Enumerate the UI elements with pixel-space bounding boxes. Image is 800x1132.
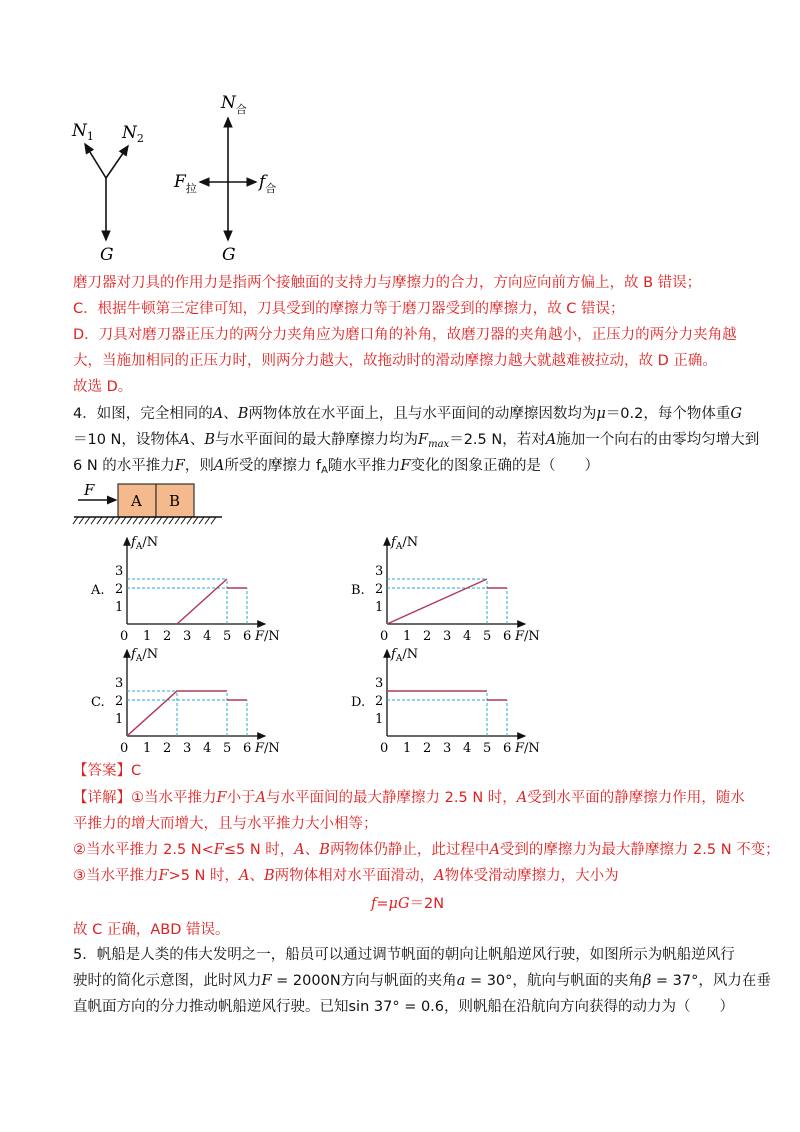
- y-tick-label: 1: [375, 712, 384, 727]
- explanation-line-4: 大，当施加相同的正压力时，则两分力越大，故拖动时的滑动摩擦力越大就越难被拉动，故 D 正确。: [73, 353, 717, 369]
- explanation-line-1: 磨刀器对刀具的作用力是指两个接触面的支持力与摩擦力的合力，方向应向前方偏上，故 B 错误；: [73, 275, 702, 291]
- graph-option-b: [345, 530, 540, 645]
- x-tick-label: 2: [163, 741, 172, 756]
- conclusion-line: 故 C 正确，ABD 错误。: [73, 922, 230, 938]
- f-pull-label: $F_拉$: [174, 172, 197, 195]
- detail-line-2: 平推力的增大而增大，且与水平推力大小相等；: [73, 816, 378, 832]
- y-tick-label: 3: [375, 676, 384, 691]
- x-tick-label: 2: [163, 629, 172, 644]
- q5-line-3: 直帆面方向的分力推动帆船逆风行驶。已知sin 37° = 0.6，则帆船在沿航向方向获得的动力为（ ）: [73, 999, 735, 1015]
- y-tick-label: 2: [375, 694, 384, 709]
- explanation-line-5: 故选 D。: [73, 379, 133, 395]
- explanation-line-3: D．刀具对磨刀器正压力的两分力夹角应为磨口角的补角，故磨刀器的夹角越小，正压力的两分力夹角越: [73, 327, 737, 343]
- option-label: B.: [351, 583, 365, 598]
- q4-line-1: 4．如图，完全相同的A、B两物体放在水平面上，且与水平面间的动摩擦因数均为μ＝0.2，每个物体重G: [73, 406, 742, 422]
- x-tick-label: 0: [380, 629, 389, 644]
- x-axis-label: F/N: [255, 629, 280, 644]
- y-axis-label: $f_A/N$: [391, 535, 419, 552]
- y-tick-label: 1: [115, 712, 124, 727]
- x-tick-label: 4: [463, 629, 472, 644]
- x-tick-label: 1: [403, 741, 412, 756]
- right-force-diagram: [173, 93, 276, 265]
- x-tick-label: 2: [423, 741, 432, 756]
- series-line-1: [387, 579, 487, 624]
- x-tick-label: 3: [443, 741, 452, 756]
- n2-label: $N_2$: [122, 123, 144, 145]
- y-axis-label: $f_A/N$: [391, 647, 419, 664]
- x-tick-label: 2: [423, 629, 432, 644]
- y-tick-label: 3: [115, 564, 124, 579]
- x-tick-label: 0: [380, 741, 389, 756]
- y-tick-label: 3: [375, 564, 384, 579]
- graph-option-d: [345, 642, 540, 757]
- x-tick-label: 1: [143, 741, 152, 756]
- q5-line-2: 驶时的简化示意图，此时风力F = 2000N方向与帆面的夹角a = 30°，航向与帆面的夹角β = 37°，风力在垂: [73, 973, 771, 989]
- g-label-left: G: [100, 245, 114, 265]
- q5-line-1: 5．帆船是人类的伟大发明之一，船员可以通过调节帆面的朝向让帆船逆风行驶，如图所示为帆船逆风行: [73, 947, 735, 963]
- x-axis-label: F/N: [515, 629, 540, 644]
- q4-line-2: ＝10 N，设物体A、B与水平面间的最大静摩擦力均为$F_{max}=2.5$ N，若对A施加一个向右的由零均匀增大到: [73, 432, 760, 450]
- x-tick-label: 3: [443, 629, 452, 644]
- push-force-label: F: [84, 481, 95, 499]
- left-force-diagram: [71, 121, 144, 265]
- x-tick-label: 4: [203, 741, 212, 756]
- y-axis-label: $f_A/N$: [131, 535, 159, 552]
- y-axis-label: $f_A/N$: [131, 647, 159, 664]
- f-sum-label: $f_合$: [259, 172, 277, 195]
- y-tick-label: 3: [115, 676, 124, 691]
- x-tick-label: 5: [223, 629, 232, 644]
- friction-equation: f=μG＝2N: [371, 896, 445, 912]
- answer-label: 【答案】C: [73, 763, 142, 779]
- detail-line-1: 【详解】①当水平推力F小于A与水平面间的最大静摩擦力 2.5 N 时，A受到水平面的静摩擦力作用，随水: [73, 790, 745, 806]
- x-tick-label: 0: [120, 741, 129, 756]
- n1-label: $N_1$: [72, 121, 94, 143]
- y-tick-label: 1: [375, 600, 384, 615]
- ground-hatching: [73, 517, 216, 524]
- x-tick-label: 6: [243, 629, 252, 644]
- x-axis-label: F/N: [515, 741, 540, 756]
- q4-line-3: 6 N 的水平推力F，则A所受的摩擦力 $f_A$随水平推力F变化的图象正确的是（ ）: [73, 458, 599, 476]
- x-tick-label: 3: [183, 741, 192, 756]
- force-diagrams: [60, 90, 300, 270]
- x-tick-label: 1: [143, 629, 152, 644]
- x-tick-label: 3: [183, 629, 192, 644]
- blocks-setup-figure: [70, 480, 230, 530]
- explanation-line-2: C．根据牛顿第三定律可知，刀具受到的摩擦力等于磨刀器受到的摩擦力，故 C 错误；: [73, 301, 625, 317]
- x-tick-label: 6: [503, 629, 512, 644]
- x-tick-label: 6: [503, 741, 512, 756]
- x-axis-label: F/N: [255, 741, 280, 756]
- n-sum-label: $N_合$: [221, 93, 247, 116]
- graph-option-a: [85, 530, 280, 645]
- x-tick-label: 5: [223, 741, 232, 756]
- graph-option-c: [85, 642, 280, 757]
- y-tick-label: 2: [115, 694, 124, 709]
- x-tick-label: 5: [483, 741, 492, 756]
- x-tick-label: 1: [403, 629, 412, 644]
- x-tick-label: 5: [483, 629, 492, 644]
- option-label: D.: [351, 695, 366, 710]
- x-tick-label: 4: [463, 741, 472, 756]
- y-tick-label: 1: [115, 600, 124, 615]
- option-label: A.: [91, 583, 105, 598]
- x-tick-label: 0: [120, 629, 129, 644]
- block-b-label: B: [169, 492, 181, 510]
- y-tick-label: 2: [115, 582, 124, 597]
- option-label: C.: [91, 695, 105, 710]
- detail-line-3: ②当水平推力 2.5 N<F≤5 N 时，A、B两物体仍静止，此过程中A受到的摩擦力为最大静摩擦力 2.5 N 不变；: [73, 842, 780, 858]
- detail-line-4: ③当水平推力F>5 N 时，A、B两物体相对水平面滑动，A物体受滑动摩擦力，大小为: [73, 868, 619, 884]
- g-label-right: G: [222, 245, 236, 265]
- y-tick-label: 2: [375, 582, 384, 597]
- series-line-1: [177, 579, 227, 624]
- block-a-label: A: [131, 492, 142, 510]
- x-tick-label: 4: [203, 629, 212, 644]
- x-tick-label: 6: [243, 741, 252, 756]
